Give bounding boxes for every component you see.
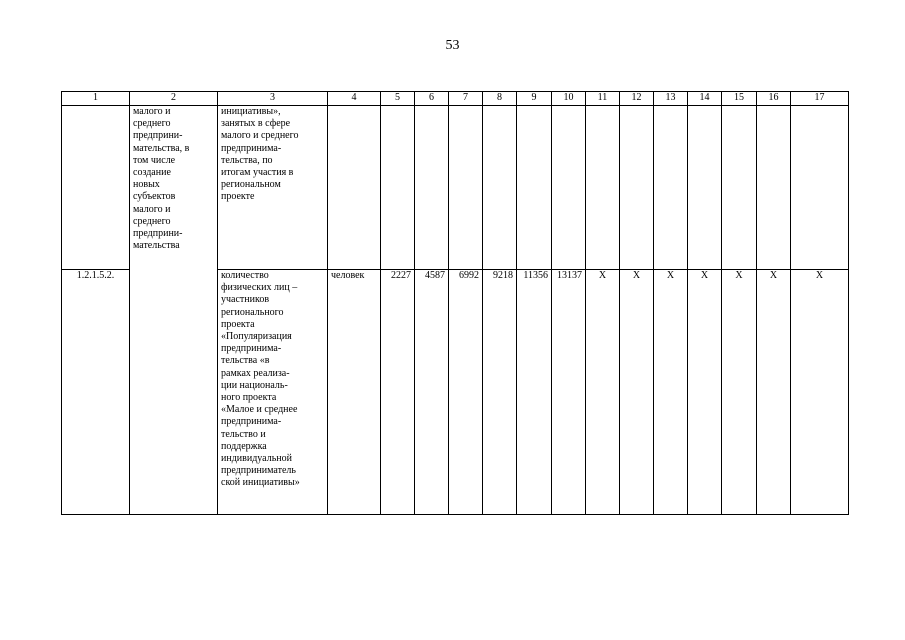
empty-cell	[620, 106, 654, 270]
empty-cell	[757, 106, 791, 270]
column-number: 4	[328, 92, 381, 106]
column-number-row	[62, 92, 849, 106]
empty-cell	[552, 106, 586, 270]
column-number: 17	[791, 92, 849, 106]
column-number: 11	[586, 92, 620, 106]
value-cell: 13137	[552, 270, 586, 515]
column-number: 9	[517, 92, 552, 106]
value-cell: 9218	[483, 270, 517, 515]
indicator-name-cell: количество физических лиц – участников регионального проекта «Популяризация предпринима- тельства «в рамках реализа- ции националь- ного проекта «Малое и среднее предпринима- тельство и поддержка индивидуальной предприниматель ской инициативы»	[218, 270, 328, 515]
indicator-name-cell: инициативы», занятых в сфере малого и среднего предпринима- тельства, по итогам участия в региональном проекте	[218, 106, 328, 270]
page-number: 53	[445, 38, 460, 53]
column-number: 2	[130, 92, 218, 106]
empty-cell	[654, 106, 688, 270]
column-number: 1	[62, 92, 130, 106]
mark-cell: Х	[757, 270, 791, 515]
column-number: 12	[620, 92, 654, 106]
table-row	[62, 106, 849, 270]
indicator-table	[61, 91, 849, 515]
empty-cell	[483, 106, 517, 270]
mark-cell: Х	[620, 270, 654, 515]
empty-cell	[586, 106, 620, 270]
row-code-cell: 1.2.1.5.2.	[62, 270, 130, 515]
empty-cell	[791, 106, 849, 270]
column-number: 16	[757, 92, 791, 106]
column-number: 10	[552, 92, 586, 106]
empty-cell	[328, 106, 381, 270]
value-cell: 6992	[449, 270, 483, 515]
column-number: 14	[688, 92, 722, 106]
mark-cell: Х	[688, 270, 722, 515]
empty-cell	[62, 106, 130, 270]
empty-cell	[449, 106, 483, 270]
empty-cell	[517, 106, 552, 270]
value-cell: 4587	[415, 270, 449, 515]
column-number: 6	[415, 92, 449, 106]
column-number: 13	[654, 92, 688, 106]
mark-cell: Х	[586, 270, 620, 515]
value-cell: 2227	[381, 270, 415, 515]
mark-cell: Х	[791, 270, 849, 515]
empty-cell	[688, 106, 722, 270]
mark-cell: Х	[722, 270, 757, 515]
column-number: 7	[449, 92, 483, 106]
event-description-cell: малого и среднего предприни- мательства, в том числе создание новых субъектов малого и среднего предприни- мательства	[130, 106, 218, 515]
column-number: 5	[381, 92, 415, 106]
column-number: 3	[218, 92, 328, 106]
empty-cell	[381, 106, 415, 270]
empty-cell	[722, 106, 757, 270]
mark-cell: Х	[654, 270, 688, 515]
column-number: 8	[483, 92, 517, 106]
value-cell: 11356	[517, 270, 552, 515]
column-number: 15	[722, 92, 757, 106]
unit-cell: человек	[328, 270, 381, 515]
empty-cell	[415, 106, 449, 270]
